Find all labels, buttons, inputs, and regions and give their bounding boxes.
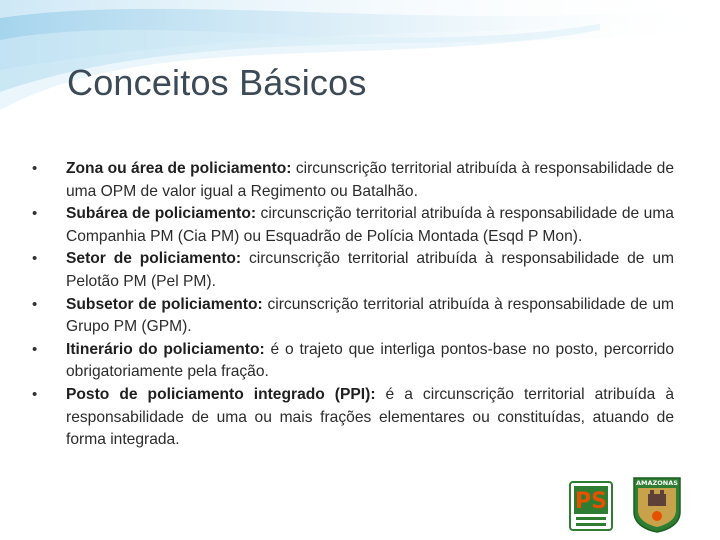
term-label: Subárea de policiamento: xyxy=(66,205,257,223)
concept-list xyxy=(28,158,674,452)
term-label: Itinerário do policiamento: xyxy=(66,340,265,358)
bullet-icon: • xyxy=(32,295,38,313)
list-item xyxy=(28,339,674,384)
bullet-icon: • xyxy=(32,340,38,358)
amazonas-police-badge-logo xyxy=(634,478,680,532)
ps-emblem-logo xyxy=(570,482,612,530)
definition-text: circunscrição territorial atribuída à responsabilidade de um Pelotão PM (Pel PM). xyxy=(66,250,674,290)
term-label: Zona ou área de policiamento: xyxy=(66,160,292,177)
slide-title: Conceitos Básicos xyxy=(67,62,367,103)
footer-logos xyxy=(568,474,688,534)
list-item xyxy=(28,294,674,339)
definition-text: é a circunscrição territorial atribuída à responsabilidade de uma ou mais frações elementares ou constituídas, atuando de forma integrada. xyxy=(66,385,674,449)
list-item xyxy=(28,248,674,293)
list-item xyxy=(28,384,674,452)
bullet-icon: • xyxy=(32,205,38,223)
svg-text:PS: PS xyxy=(575,489,607,514)
list-item xyxy=(28,158,674,203)
term-label: Posto de policiamento integrado (PPI): xyxy=(66,385,376,403)
term-label: Setor de policiamento: xyxy=(66,250,242,268)
definition-text: circunscrição territorial atribuída à responsabilidade de uma OPM de valor igual a Regimento ou Batalhão. xyxy=(66,160,674,200)
svg-text:AMAZONAS: AMAZONAS xyxy=(636,479,678,487)
bullet-icon: • xyxy=(32,250,38,268)
definition-text: circunscrição territorial atribuída à responsabilidade de uma Companhia PM (Cia PM) ou Esquadrão de Polícia Montada (Esqd P Mon). xyxy=(66,205,674,245)
term-label: Subsetor de policiamento: xyxy=(66,295,263,313)
list-item xyxy=(28,203,674,248)
definition-text: é o trajeto que interliga pontos-base no posto, percorrido obrigatoriamente pela fração. xyxy=(66,340,675,381)
bullet-icon: • xyxy=(32,160,38,177)
bullet-icon: • xyxy=(32,385,38,403)
definition-text: circunscrição territorial atribuída à responsabilidade de um Grupo PM (GPM). xyxy=(66,295,674,336)
